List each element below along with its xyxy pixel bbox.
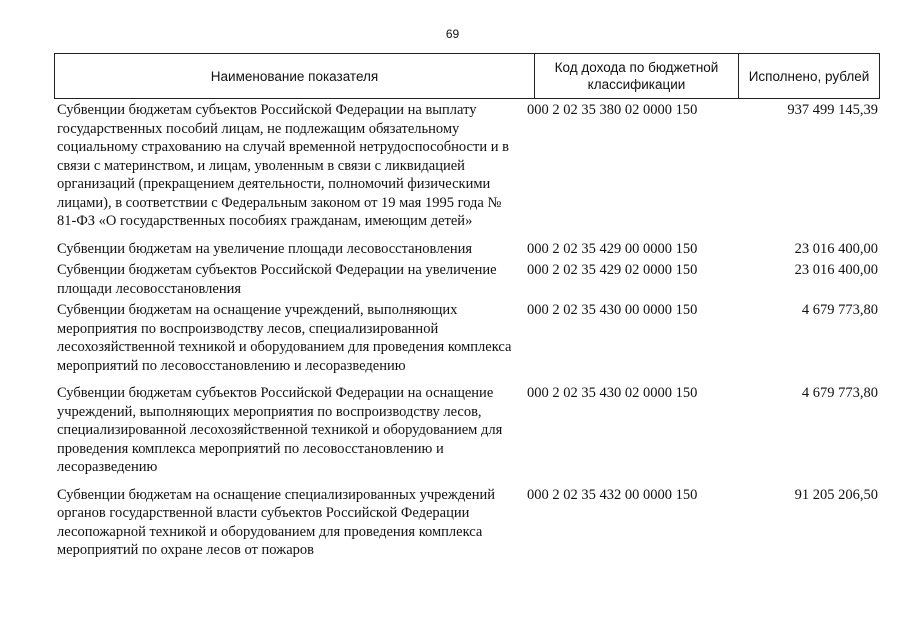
row-amount: 4 679 773,80 [801,385,878,401]
header-amount: Исполнено, рублей [748,68,870,84]
table-header [54,53,880,99]
row-amount: 4 679 773,80 [801,302,878,318]
row-code: 000 2 02 35 430 02 0000 150 [527,385,698,401]
row-amount: 23 016 400,00 [794,240,878,257]
table-row [57,384,880,477]
row-name: Субвенции бюджетам субъектов Российской Федерации на увеличение площади лесовосстановления [57,262,497,297]
header-code: Код дохода по бюджетной классификации [535,54,739,98]
table-row [57,486,880,560]
row-code: 000 2 02 35 429 00 0000 150 [527,240,698,257]
row-code: 000 2 02 35 380 02 0000 150 [527,102,698,118]
row-code: 000 2 02 35 432 00 0000 150 [527,486,698,503]
row-code: 000 2 02 35 429 02 0000 150 [527,262,698,278]
table-row [57,101,880,231]
row-amount: 937 499 145,39 [787,102,878,118]
table-row [57,261,880,298]
row-name: Субвенции бюджетам на оснащение специализированных учреждений органов государственной власти субъектов Российской Федерации лесопожарной техникой и оборудованием для проведения комплекса мероприятий по охране лесов от пожаров [57,486,495,558]
row-name: Субвенции бюджетам на увеличение площади лесовосстановления [57,240,473,257]
table-body [57,101,880,560]
row-name: Субвенции бюджетам субъектов Российской Федерации на оснащение учреждений, выполняющих мероприятия по воспроизводству лесов, специализированной лесохозяйственной техникой и оборудованием для проведения комплекса мероприятий по лесовосстановлению и лесоразведению [57,385,503,475]
row-name: Субвенции бюджетам на оснащение учреждений, выполняющих мероприятия по воспроизводству лесов, специализированной лесохозяйственной техникой и оборудованием для проведения комплекса мероприятий по лесовосстановлению и лесоразведению [57,302,512,374]
header-name: Наименование показателя [55,54,535,98]
row-amount: 23 016 400,00 [794,262,878,278]
page-number: 69 [445,27,460,41]
table-row [57,301,880,375]
row-amount: 91 205 206,50 [794,486,878,503]
row-name: Субвенции бюджетам субъектов Российской Федерации на выплату государственных пособий лицам, не подлежащим обязательному социальному страхованию на случай временной нетрудоспособности и в связи с материнством, и лицам, уволенным в связи с ликвидацией организаций (прекращением деятельности, полномочий физическими лицами), в соответствии с Федеральным законом от 19 мая 1995 года № 81-ФЗ «О государственных пособиях гражданам, имеющим детей» [57,102,509,229]
row-code: 000 2 02 35 430 00 0000 150 [527,302,698,318]
table-row [57,240,880,259]
